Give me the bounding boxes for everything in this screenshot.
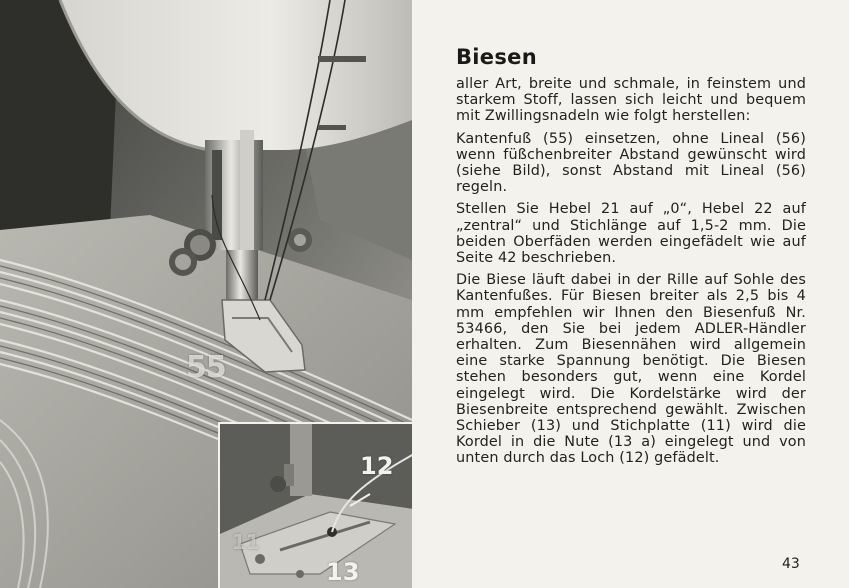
inset-photo bbox=[218, 422, 412, 588]
paragraph-kantenfuss: Kantenfuß (55) einsetzen, ohne Lineal (56) wenn füßchenbreiter Abstand gewünscht wird (siehe Bild), sonst Abstand mit Lineal (56) regeln. bbox=[456, 130, 806, 196]
figure-label-inset-c: 11 bbox=[232, 530, 260, 554]
paragraph-biese: Die Biese läuft dabei in der Rille auf Sohle des Kantenfußes. Für Biesen breiter als 2,5 bis 4 mm empfehlen wir Ihnen den Biesenfuß Nr. 53466, den Sie bei jedem ADLER-Händler erhalten. Zum Biesennähen wird allgemein eine starke Spannung benötigt. Die Biesen stehen besonders gut, wenn eine Kordel eingelegt wird. Die Kordelstärke wird der Biesenbreite entsprechend gewählt. Zwischen Schieber (13) und Stichplatte (11) wird die Kordel in die Nute (13 a) eingelegt und von unten durch das Loch (12) gefädelt. bbox=[456, 272, 806, 467]
figure-label-inset-a: 12 bbox=[360, 452, 394, 480]
paragraph-hebel: Stellen Sie Hebel 21 auf „0“, Hebel 22 auf „zentral“ und Stichlänge auf 1,5-2 mm. Die beiden Oberfäden werden eingefädelt wie auf Seite 42 beschrieben. bbox=[456, 201, 806, 267]
figure-label-main: 55 bbox=[186, 350, 226, 385]
page-number: 43 bbox=[782, 556, 800, 572]
text-column bbox=[456, 44, 806, 473]
section-heading: Biesen bbox=[456, 45, 537, 69]
paragraph-intro: aller Art, breite und schmale, in feinstem und starkem Stoff, lassen sich leicht und bequem mit Zwillingsnadeln wie folgt herstellen: bbox=[456, 76, 806, 125]
figure-label-inset-b: 13 bbox=[326, 558, 360, 586]
stitch-plate-illustration bbox=[220, 424, 412, 588]
